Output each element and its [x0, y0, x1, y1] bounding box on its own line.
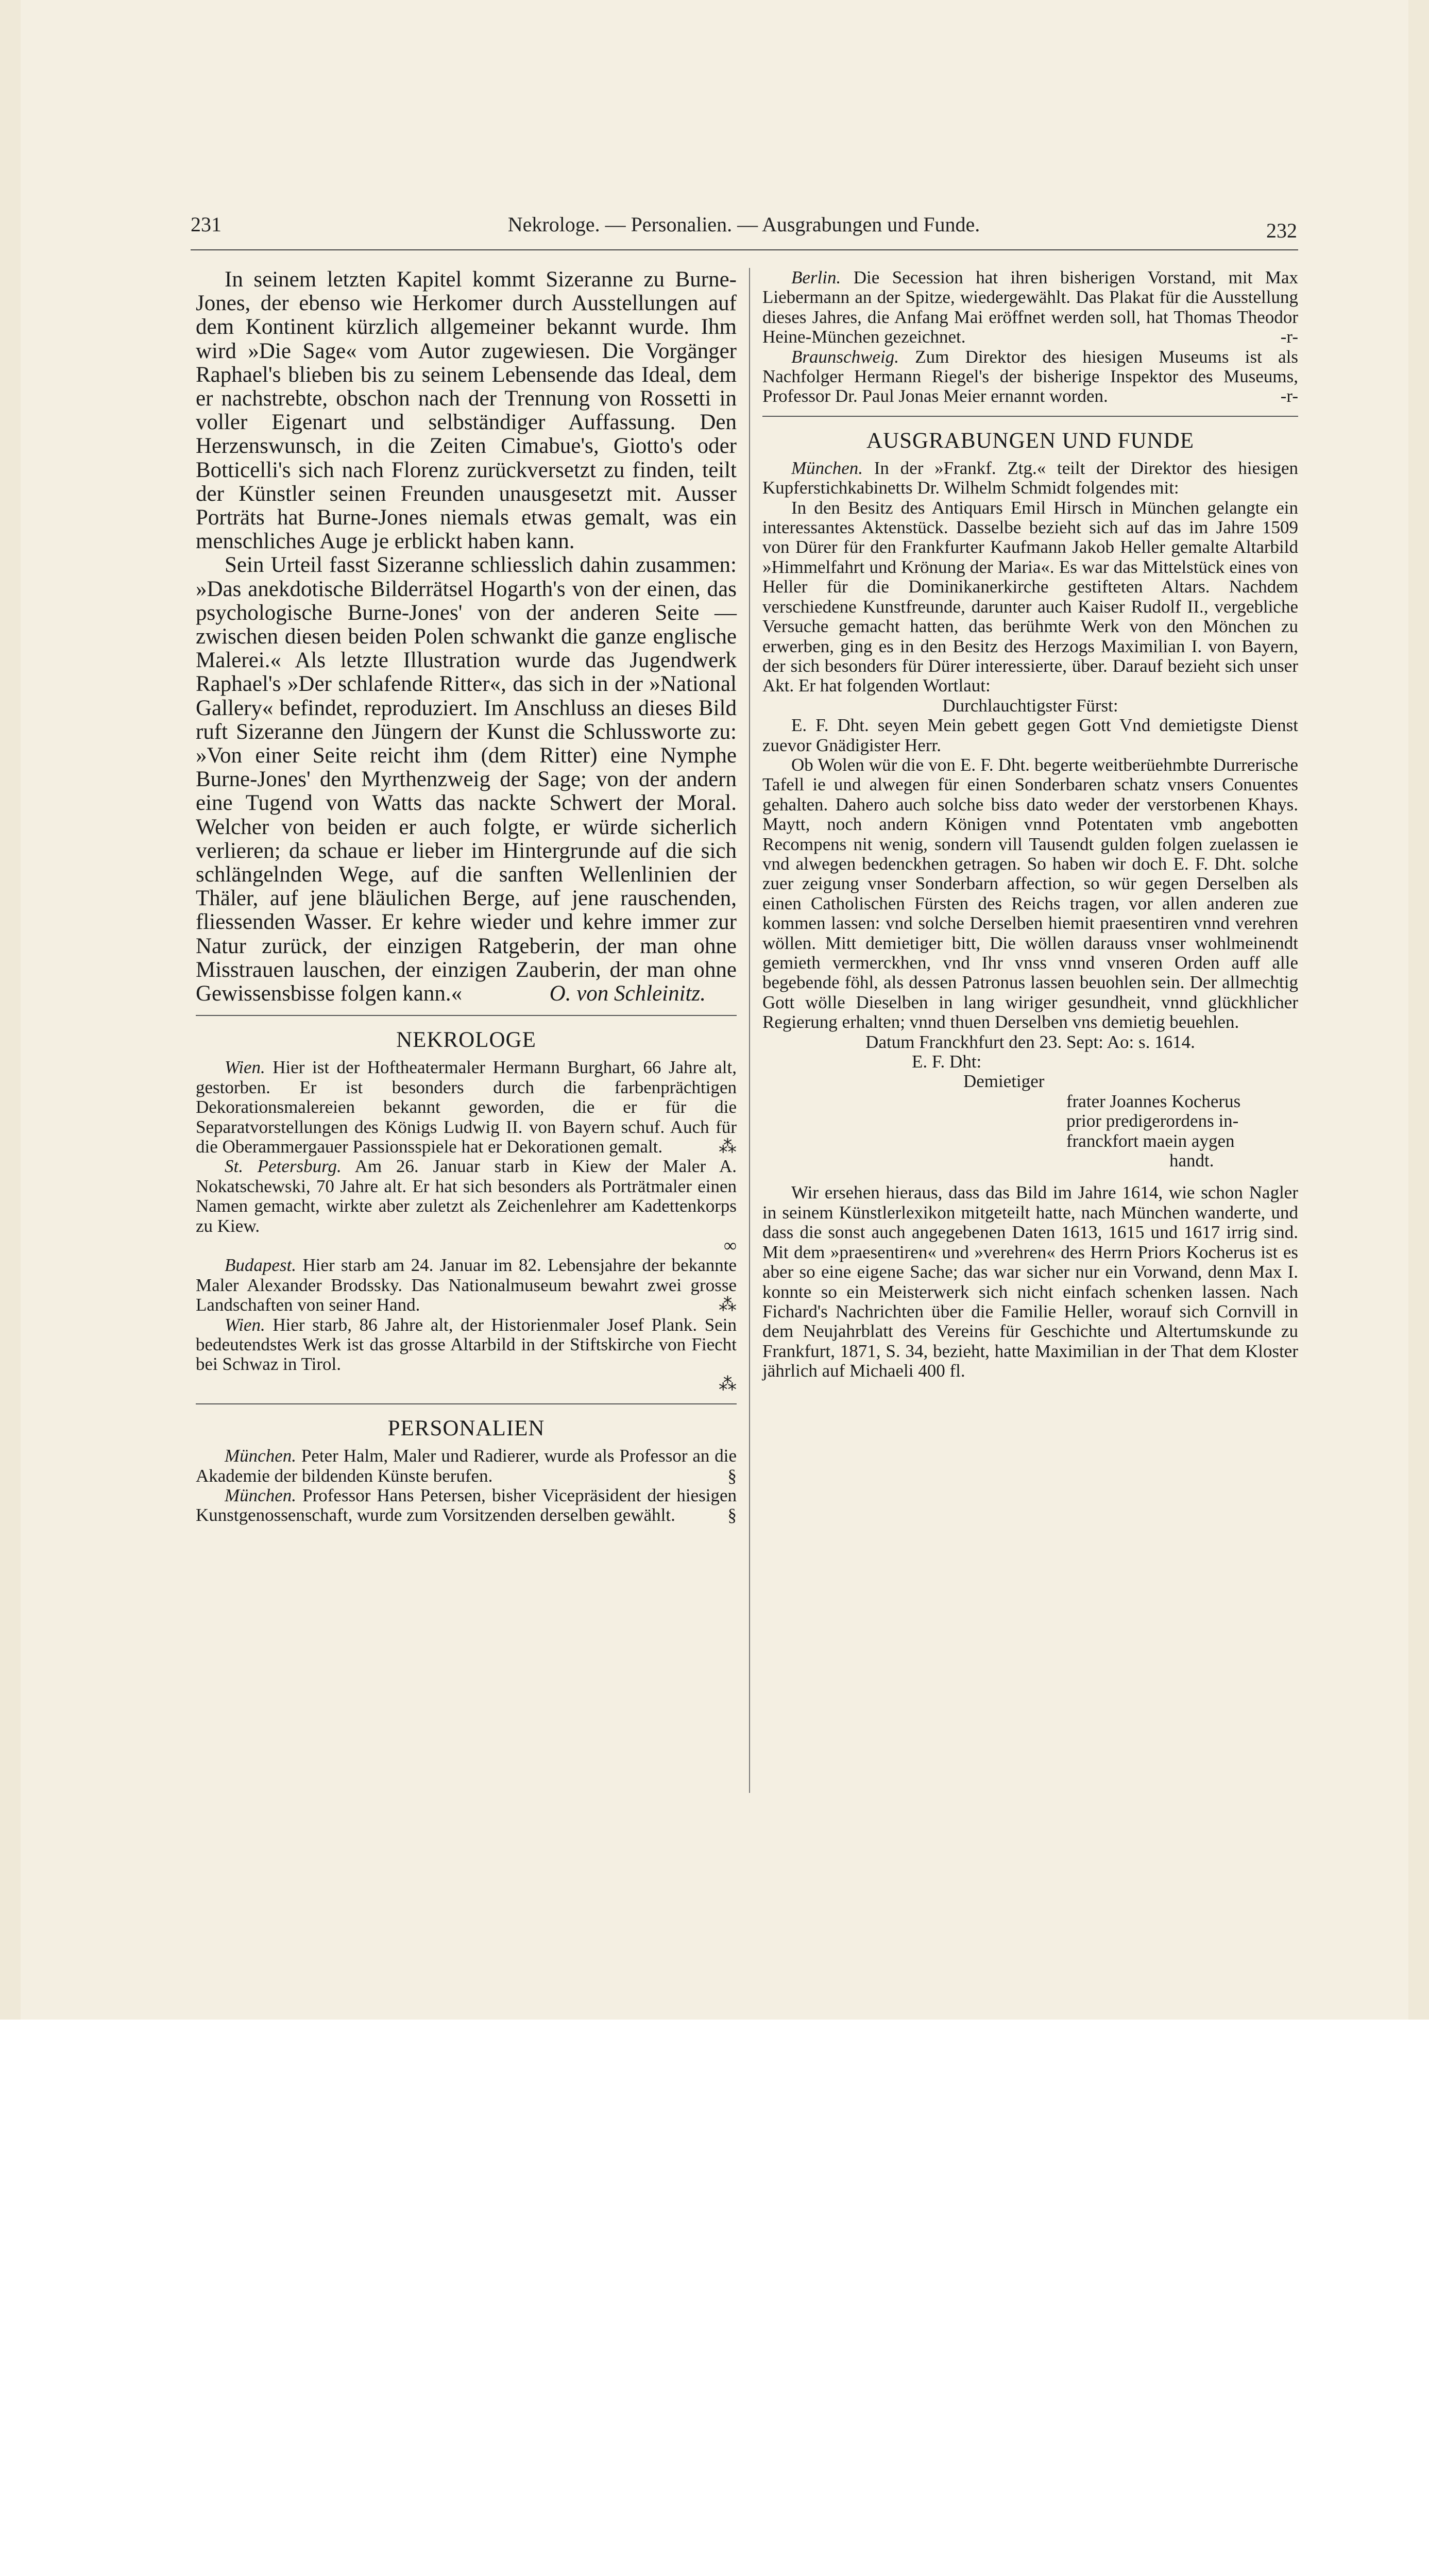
ausgrabungen-body: [762, 459, 1298, 1381]
letter-signer-line: franckfort maein aygen: [1066, 1130, 1235, 1151]
personalien-entry: München. Professor Hans Petersen, bisher Vicepräsident der hiesigen Kunstgenossenschaft, wurde zum Vorsitzenden derselben gewählt. §: [196, 1485, 737, 1526]
entry-mark: ⁂: [719, 1136, 737, 1157]
letter-salutation: Durchlauchtigster Fürst:: [942, 695, 1118, 716]
nekrolog-entry: Budapest. Hier starb am 24. Januar im 82. Lebensjahre der bekannte Maler Alexander Brodssky. Das Nationalmuseum bewahrt zwei grosse Landschaften von seiner Hand. ⁂: [196, 1255, 737, 1315]
entry-mark: ⁂: [719, 1374, 737, 1394]
news-entry: Berlin. Die Secession hat ihren bisherigen Vorstand, mit Max Liebermann an der Spitze, wiedergewählt. Das Plakat für die Ausstellung dieses Jahres, die Anfang Mai eröffnet werden soll, hat Thomas Theodor Heine-München gezeichnet. -r-: [762, 267, 1299, 347]
column-divider: [749, 268, 750, 1793]
entry-mark: -r-: [1280, 327, 1298, 347]
entry-place: München.: [225, 1446, 296, 1466]
entry-place: München.: [225, 1485, 296, 1506]
entry-place: St. Petersburg.: [225, 1156, 342, 1177]
header-rule: [191, 249, 1298, 250]
right-page-number: 232: [1266, 219, 1297, 242]
entry-place: Berlin.: [791, 267, 841, 287]
intro-paragraph-2: Sein Urteil fasst Sizeranne schliesslich dahin zusammen: »Das anekdotische Bilderrätsel Hogarth's von der einen, das psychologische Burne-Jones' von der anderen Seite — zwischen diesen beiden Polen schwankt die ganze englische Malerei.« Als letzte Illustration wurde das Jugendwerk Raphael's »Der schlafende Ritter«, das sich in der »National Gallery« befindet, reproduziert. Im Anschluss an dieses Bild ruft Sizeranne den Jüngern der Kunst die Schlussworte zu: »Von einer Seite reicht ihm (dem Ritter) eine Nymphe Burne-Jones' den Myrthenzweig der Sage; von der andern eine Tugend von Watts das nackte Schwert der Moral. Welcher von beiden er auch folgte, er würde sicherlich verlieren; da schaue er lieber im Hintergrunde auf die sich schlängelnden Wege, auf die sanften Wellenlinien der Thäler, auf jene bläulichen Berge, auf jene rauschenden, fliessenden Wasser. Er kehre wieder und kehre immer zur Natur zurück, der einzigen Ratgeberin, der man ohne Misstrauen lauschen, der einzigen Zauberin, der man ohne Gewissensbisse folgen kann.« O. von Schleinitz.: [196, 553, 737, 1006]
personalien-list: [196, 1446, 737, 1526]
news-list: [762, 268, 1298, 406]
section-rule: [196, 1403, 737, 1404]
entry-place: Braunschweig.: [791, 346, 899, 367]
letter-closing: Demietiger: [963, 1071, 1045, 1092]
entry-place: Wien.: [225, 1057, 265, 1078]
intro-signature: O. von Schleinitz.: [549, 981, 706, 1006]
letter-end: handt.: [1169, 1150, 1214, 1171]
running-head: [191, 207, 1297, 248]
left-page-number: 231: [191, 213, 222, 236]
digitization-footer: [0, 2020, 1429, 2122]
letter-address: E. F. Dht:: [912, 1052, 982, 1072]
entry-mark: ⁂: [719, 1295, 737, 1315]
entry-mark: -r-: [1280, 386, 1298, 406]
section-rule: [196, 1015, 737, 1016]
running-head-title: Nekrologe. — Personalien. — Ausgrabungen und Funde.: [507, 213, 980, 236]
letter-paragraph: E. F. Dht. seyen Mein gebett gegen Gott Vnd demietigste Dienst zuevor Gnädigister Herr.: [762, 715, 1298, 755]
ausgrabungen-paragraph: In den Besitz des Antiquars Emil Hirsch in München gelangte ein interessantes Aktenstück. Dasselbe bezieht sich auf das im Jahre 1509 von Dürer für den Frankfurter Kaufmann Jakob Heller gemalte Altarbild »Himmelfahrt und Krönung der Maria«. Es war das Mittelstück eines von Heller für die Dominikanerkirche gestifteten Altars. Nachdem verschiedene Kunstfreunde, darunter auch Kaiser Rudolf II., vergebliche Versuche gemacht hatten, das berühmte Werk von den Mönchen zu erwerben, ging es in den Besitz des Herzogs Maximilian I. von Bayern, der sich besonders für Dürer interessierte, über. Darauf bezieht sich unser Akt. Er hat folgenden Wortlaut:: [762, 497, 1298, 696]
section-title-personalien: PERSONALIEN: [387, 1416, 545, 1441]
entry-place: Budapest.: [225, 1255, 297, 1276]
entry-place: Wien.: [225, 1314, 265, 1335]
news-entry: Braunschweig. Zum Direktor des hiesigen Museums ist als Nachfolger Hermann Riegel's der bisherige Inspektor des Museums, Professor Dr. Paul Jonas Meier ernannt worden. -r-: [762, 346, 1298, 406]
personalien-entry: München. Peter Halm, Maler und Radierer, wurde als Professor an die Akademie der bildenden Künste berufen. §: [196, 1446, 737, 1486]
left-column: [196, 268, 737, 1526]
nekrolog-entry: Wien. Hier starb, 86 Jahre alt, der Historienmaler Josef Plank. Sein bedeutendstes Werk ist das grosse Altarbild in der Stiftskirche von Fiecht bei Schwaz in Tirol.: [196, 1314, 737, 1375]
entry-place: München.: [791, 457, 863, 478]
ausgrabungen-lead: München. In der »Frankf. Ztg.« teilt der Direktor des hiesigen Kupferstichkabinetts Dr. Wilhelm Schmidt folgendes mit:: [762, 457, 1299, 498]
ausgrabungen-paragraph: Wir ersehen hieraus, dass das Bild im Jahre 1614, wie schon Nagler in seinem Künstlerlexikon mitgeteilt hatte, nach München wanderte, und dass die sonst auch angegebenen Daten 1613, 1615 und 1617 irrig sind. Mit dem »praesentiren« und »verehren« des Herrn Priors Kocherus ist es aber so eine eigene Sache; das war sicher nur ein Vorwand, denn Max I. konnte so ein Meisterwerk sich nicht einfach schenken lassen. Nach Fichard's Nachrichten über die Familie Heller, worauf sich Cornvill in dem Neujahrblatt des Vereins für Geschichte und Altertumskunde zu Frankfurt, 1871, S. 34, bezieht, hatte Maximilian in der That dem Kloster jährlich auf Michaeli 400 fl.: [762, 1182, 1298, 1381]
entry-mark: §: [727, 1505, 737, 1526]
letter-signer-line: prior predigerordens in-: [1066, 1111, 1239, 1131]
right-column: [762, 268, 1298, 1381]
nekrologe-list: [196, 1058, 737, 1394]
letter-date: Datum Franckhfurt den 23. Sept: Ao: s. 1614.: [865, 1031, 1195, 1052]
letter-signer-line: frater Joannes Kocherus: [1066, 1091, 1241, 1111]
section-title-nekrologe: NEKROLOGE: [396, 1028, 536, 1053]
section-rule: [762, 416, 1298, 417]
nekrolog-entry: St. Petersburg. Am 26. Januar starb in Kiew der Maler A. Nokatschewski, 70 Jahre alt. Er hat sich besonders als Porträtmaler einen Namen gemacht, wirkte aber zuletzt als Zeichenlehrer am Kadettenkorps zu Kiew.: [196, 1156, 737, 1236]
entry-mark: §: [727, 1465, 737, 1486]
section-title-ausgrabungen: AUSGRABUNGEN UND FUNDE: [866, 428, 1194, 453]
intro-paragraph-1: In seinem letzten Kapitel kommt Sizeranne zu Burne-Jones, der ebenso wie Herkomer durch Ausstellungen auf dem Kontinent kürzlich allgemeiner bekannt wurde. Ihm wird »Die Sage« vom Autor zugewiesen. Die Vorgänger Raphael's blieben bis zu seinem Lebensende das Ideal, dem er nachstrebte, obschon nach der Trennung von Rossetti in voller Eigenart und selbständiger Auffassung. Den Herzenswunsch, in die Zeiten Cimabue's, Giotto's oder Botticelli's sich nach Florenz zurückversetzt zu finden, teilt der Künstler seinen Freunden unausgesetzt mit. Ausser Porträts hat Burne-Jones niemals etwas gemalt, was ein menschliches Auge je erblickt haben kann.: [196, 267, 737, 554]
nekrolog-entry: Wien. Hier ist der Hoftheatermaler Hermann Burghart, 66 Jahre alt, gestorben. Er ist besonders durch die farbenprächtigen Dekorationsmalereien bekannt geworden, die er für die Separatvorstellungen des Königs Ludwig II. von Bayern schuf. Auch für die Oberammergauer Passionsspiele hat er Dekorationen gemalt. ⁂: [196, 1057, 737, 1157]
entry-mark: ∞: [724, 1235, 737, 1256]
letter-paragraph: Ob Wolen wür die von E. F. Dht. begerte weitberüehmbte Durrerische Tafell ie und alwegen für einen Sonderbaren schatz vnsers Conuentes gehalten. Dahero auch solche biss dato weder der verstorbenen Khays. Maytt, noch andern Königen vnnd Potentaten vmb angebotten Recompens nit wenig, sondern vill Tausendt gulden folgen zuelassen ie vnd alwegen bedenckhen getragen. So haben wir doch E. F. Dht. solche zuer zeigung vnser Sonderbarn affection, so wür gegen Derselben als einen Catholischen Fürsten des Reichs tragen, vor allen anderen zue kommen lassen: vnd solche Derselben hiemit praesentiren vnnd verehren wöllen. Mitt demietiger bitt, Die wöllen darauss vnser wohlmeinendt gemieth vermerckhen, vnd Ihr vnss vnnd vnseren Orden auff alle begebende föhl, als dessen Patronus lassen beuohlen sein. Der allmechtig Gott wölle Dieselben in lang wiriger gesundheit, vnnd glückhlicher Regierung erhalten; vnnd thuen Derselben vns demietig beuehlen.: [762, 754, 1298, 1032]
